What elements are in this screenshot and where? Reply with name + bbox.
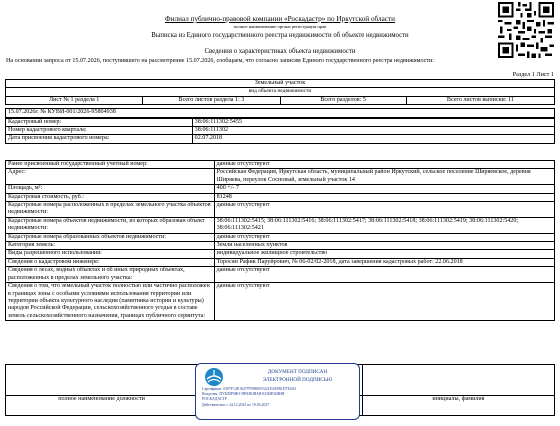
electronic-signature-stamp bbox=[195, 363, 360, 420]
row-value: 81248 bbox=[214, 193, 554, 201]
table-row bbox=[6, 193, 555, 201]
organization-caption: полное наименование органа регистрации прав bbox=[233, 24, 327, 29]
row-label: Кадастровый номер: bbox=[6, 118, 193, 126]
roskadastr-logo-icon bbox=[204, 367, 224, 387]
stamp-details bbox=[202, 387, 352, 408]
stamp-owner: Владелец: ПУБЛИЧНО-ПРАВОВАЯ КОМПАНИЯ bbox=[202, 392, 285, 397]
total-sections: Всего разделов: 5 bbox=[280, 96, 406, 104]
table-row bbox=[6, 217, 555, 233]
table-row bbox=[6, 250, 555, 258]
request-basis: На основании запроса от 15.07.2026, поступившего на рассмотрение 15.07.2026, сообщаем, что согласно записям Единого государственного реестра недвижимости: bbox=[6, 58, 434, 64]
row-label: Площадь, м²: bbox=[6, 185, 215, 193]
row-value: 400 +/- 7 bbox=[214, 185, 554, 193]
row-value: 02.07.2018 bbox=[192, 135, 554, 143]
row-label: Дата присвоения кадастрового номера: bbox=[6, 135, 193, 143]
table-row bbox=[6, 135, 555, 143]
stamp-owner2: РОСКАДАСТР bbox=[202, 397, 227, 402]
row-label: Номер кадастрового квартала: bbox=[6, 127, 193, 135]
row-label: Кадастровые номера образованных объектов недвижимости: bbox=[6, 233, 215, 241]
table-row bbox=[6, 202, 555, 218]
table-row bbox=[6, 242, 555, 250]
row-label: Категория земель: bbox=[6, 242, 215, 250]
row-label: Сведения о том, что земельный участок полностью или частично расположен в границах зоны с особыми условиями использования территории или территории объекта культурного наследия (памятника истории и культуры) народов Российской Федерации, сельскохозяйственного угодья в составе земель сельскохозяйственного назначения, границах публичного сервитута: bbox=[6, 283, 215, 321]
stamp-line1: ДОКУМЕНТ ПОДПИСАН bbox=[267, 369, 328, 375]
object-header-table bbox=[5, 79, 555, 144]
row-label: Кадастровая стоимость, руб.: bbox=[6, 193, 215, 201]
total-sheets-extract: Всего листов выписки: 11 bbox=[406, 96, 554, 104]
position-caption: полное наименование должности bbox=[6, 396, 198, 416]
section-title: Сведения о характеристиках объекта недвижимости bbox=[204, 48, 356, 55]
table-row bbox=[6, 233, 555, 241]
page-count: Раздел 1 Лист 1 bbox=[512, 71, 554, 78]
sheet-number: Лист № 1 раздела 1 bbox=[6, 96, 143, 104]
table-row bbox=[6, 169, 555, 185]
row-value: Российская Федерация, Иркутская область, муниципальный район Иркутский, сельское поселение Ширяевское, деревня Ширяева, переулок Сосновый, земельный участок 14 bbox=[214, 169, 554, 185]
document-title: Выписка из Единого государственного реестра недвижимости об объекте недвижимости bbox=[151, 32, 409, 39]
organization-name: Филиал публично-правовой компании «Роскадастр» по Иркутской области bbox=[165, 15, 395, 23]
row-label: Виды разрешенного использования: bbox=[6, 250, 215, 258]
object-type-caption: вид объекта недвижимости bbox=[6, 88, 555, 96]
stamp-validity: Действителен: с 24.12.2025 по 19.03.2027 bbox=[202, 402, 270, 407]
row-label: Сведения о кадастровом инженере: bbox=[6, 258, 215, 266]
row-label: Адрес: bbox=[6, 169, 215, 185]
table-row bbox=[6, 267, 555, 283]
row-label: Кадастровые номера объектов недвижимости, из которых образован объект недвижимости: bbox=[6, 217, 215, 233]
row-value: 38:06:111302 bbox=[192, 127, 554, 135]
name-caption: инициалы, фамилия bbox=[362, 396, 554, 416]
total-sheets-section: Всего листов раздела 1: 3 bbox=[143, 96, 280, 104]
row-value: индивидуальное жилищное строительство bbox=[214, 250, 554, 258]
table-row bbox=[6, 258, 555, 266]
stamp-certificate: Сертификат: 0397F14E1647979980055221E4A9B1D7E4A3 bbox=[202, 387, 297, 391]
row-value: данные отсутствуют bbox=[214, 283, 554, 321]
table-row bbox=[6, 283, 555, 321]
row-value: Земли населенных пунктов bbox=[214, 242, 554, 250]
row-label: Кадастровые номера расположенных в пределах земельного участка объектов недвижимости: bbox=[6, 202, 215, 218]
row-value: 38:06:111302:5455 bbox=[192, 118, 554, 126]
table-row bbox=[6, 185, 555, 193]
row-label: Ранее присвоенный государственный учетный номер: bbox=[6, 161, 215, 169]
row-value: данные отсутствуют bbox=[214, 161, 554, 169]
details-table bbox=[5, 160, 555, 321]
table-row bbox=[6, 118, 555, 126]
row-label: Сведения о лесах, водных объектах и об иных природных объектах, расположенных в пределах земельного участка: bbox=[6, 267, 215, 283]
row-value: данные отсутствуют bbox=[214, 233, 554, 241]
row-value: Торосян Рафик Паруйрович, № 06-02/02-2018, дата завершения кадастровых работ: 22.06.2018 bbox=[214, 258, 554, 266]
stamp-line2: ЭЛЕКТРОННОЙ ПОДПИСЬЮ bbox=[262, 377, 333, 383]
table-row bbox=[6, 161, 555, 169]
extract-date-number: 15.07.2026г. № КУВИ-001/2026-95804938 bbox=[6, 109, 555, 117]
object-type: Земельный участок bbox=[6, 80, 555, 88]
row-value: данные отсутствуют bbox=[214, 202, 554, 218]
table-row bbox=[6, 127, 555, 135]
row-value: 38:06:111302:5415; 38:06:111302:5416; 38:06:111302:5417; 38:06:111302:5418; 38:06:111302:5419; 38:06:111302:5420; 38:06:111302:5421 bbox=[214, 217, 554, 233]
row-value: данные отсутствуют bbox=[214, 267, 554, 283]
